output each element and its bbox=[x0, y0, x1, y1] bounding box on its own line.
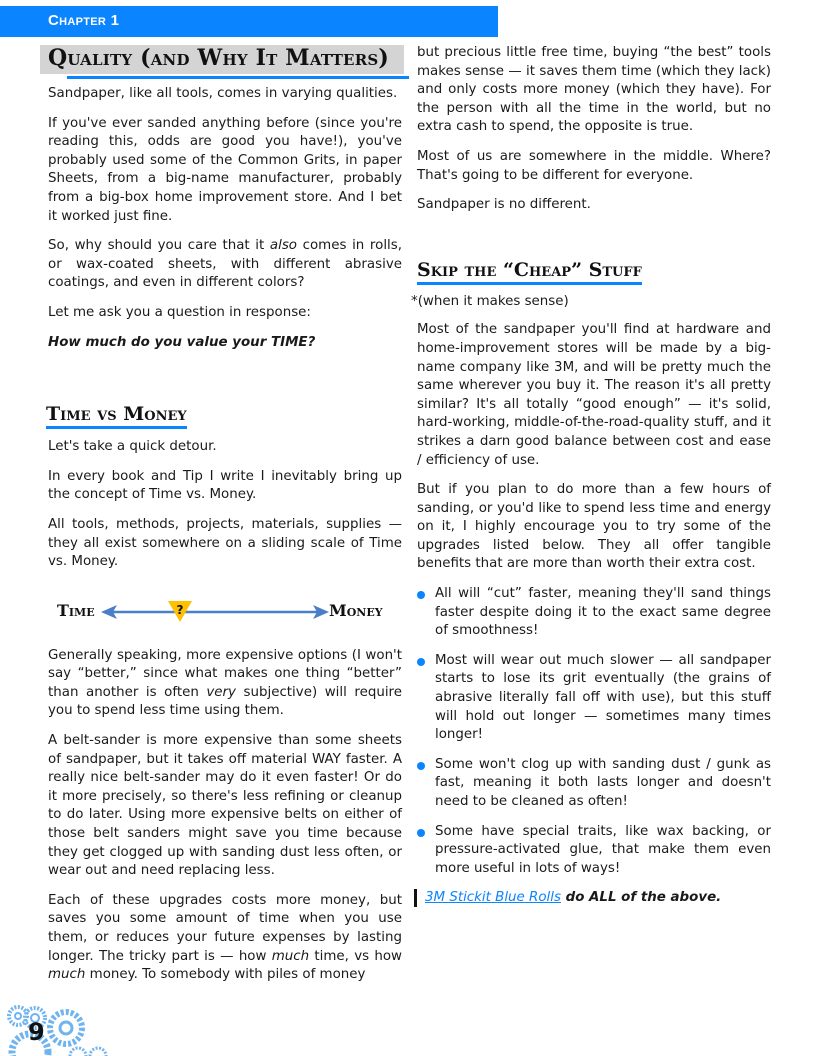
subheading-skip-cheap-stuff: Skip the “Cheap” Stuff bbox=[417, 259, 642, 285]
callout: 3M Stickit Blue Rolls do ALL of the above. bbox=[414, 889, 771, 908]
benefits-list bbox=[417, 585, 771, 878]
bullet-icon bbox=[417, 762, 425, 770]
chapter-label: Chapter 1 bbox=[48, 12, 120, 29]
paragraph: Sandpaper is no different. bbox=[417, 197, 591, 213]
left-column bbox=[48, 85, 402, 996]
section-title-underline bbox=[67, 76, 409, 79]
paragraph: So, why should you care that it also comes in rolls, or wax-coated sheets, with different abrasive coatings, and even in different colors? bbox=[48, 238, 402, 291]
paragraph: If you've ever sanded anything before (since you're reading this, odds are good you have!), you've probably used some of the Common Grits, in paper Sheets, from a big-name manufacturer, probably from a big-box home improvement store. And I bet it worked just fine. bbox=[48, 115, 402, 224]
double-arrow-icon bbox=[101, 600, 329, 624]
page-number: 9 bbox=[28, 1018, 45, 1046]
paragraph: Each of these upgrades costs more money, but saves you some amount of time when you use them, or reduces your future expenses by lasting longer. The tricky part is — how much time, vs how much money. To somebody with piles of money bbox=[48, 892, 402, 983]
bullet-icon bbox=[417, 591, 425, 599]
svg-text:?: ? bbox=[176, 603, 184, 617]
paragraph: Let me ask you a question in response: bbox=[48, 304, 311, 320]
bullet-icon bbox=[417, 829, 425, 837]
stickit-blue-rolls-link[interactable]: 3M Stickit Blue Rolls bbox=[425, 890, 561, 906]
list-item: Some won't clog up with sanding dust / gunk as fast, meaning it both lasts longer and doesn't need to be cleaned as often! bbox=[417, 756, 771, 812]
paragraph: Most of the sandpaper you'll find at hardware and home-improvement stores will be made by a big-name company like 3M, and will be pretty much the same wherever you buy it. The reason it's all pretty similar? It's all totally “good enough” — it's solid, hard-working, middle-of-the-road-quality stuff, and it strikes a darn good balance between cost and ease / efficiency of use. bbox=[417, 322, 771, 468]
section-title: Quality (and Why It Matters) bbox=[48, 45, 389, 71]
list-item: All will “cut” faster, meaning they'll sand things faster despite doing it to the exact same degree of smoothness! bbox=[417, 585, 771, 641]
gears-decoration-icon bbox=[0, 996, 120, 1056]
paragraph: In every book and Tip I write I inevitably bring up the concept of Time vs. Money. bbox=[48, 468, 402, 503]
scale-label-money: Money bbox=[329, 601, 383, 620]
paragraph: but precious little free time, buying “the best” tools makes sense — it saves them time (which they lack) and only costs more money (which they have). For the person with all the time in the world, but no extra cash to spend, the opposite is true. bbox=[417, 45, 771, 135]
scale-label-time: Time bbox=[57, 601, 95, 620]
paragraph: Generally speaking, more expensive options (I won't say “better,” since what makes one thing “better” than another is often very subjective) will require you to spend less time using them. bbox=[48, 647, 402, 719]
paragraph: Sandpaper, like all tools, comes in varying qualities. bbox=[48, 86, 398, 101]
footnote-note: *(when it makes sense) bbox=[411, 293, 569, 309]
callout-bar bbox=[414, 889, 417, 907]
list-item: Most will wear out much slower — all sandpaper starts to lose its grit eventually (the grains of abrasive literally fall off with use), but this stuff will hold out longer — sometimes many times longer! bbox=[417, 652, 771, 745]
paragraph: Let's take a quick detour. bbox=[48, 439, 217, 455]
time-money-scale bbox=[57, 598, 397, 626]
paragraph: A belt-sander is more expensive than some sheets of sandpaper, but it takes off material WAY faster. A really nice belt-sander may do it even faster! Or do it more precisely, so there's less refining or cleanup to do later. Using more expensive belts on either of those belt sanders might save you time because they get clogged up with sanding dust less often, or wear out and need replacing less. bbox=[48, 733, 402, 879]
subheading-time-vs-money: Time vs Money bbox=[46, 403, 187, 429]
bullet-icon bbox=[417, 658, 425, 666]
right-column bbox=[411, 44, 771, 908]
paragraph: All tools, methods, projects, materials, supplies — they all exist somewhere on a sliding scale of Time vs. Money. bbox=[48, 516, 402, 570]
key-question: How much do you value your TIME? bbox=[48, 334, 316, 350]
paragraph: Most of us are somewhere in the middle. Where? That's going to be different for everyone. bbox=[417, 148, 771, 183]
question-marker-icon bbox=[168, 601, 192, 623]
list-item: Some have special traits, like wax backing, or pressure-activated glue, that make them even more useful in lots of ways! bbox=[417, 823, 771, 879]
paragraph: But if you plan to do more than a few hours of sanding, or you'd like to spend less time and energy on it, I highly encourage you to try some of the upgrades listed below. They all offer tangible benefits that are more than worth their extra cost. bbox=[417, 482, 771, 572]
